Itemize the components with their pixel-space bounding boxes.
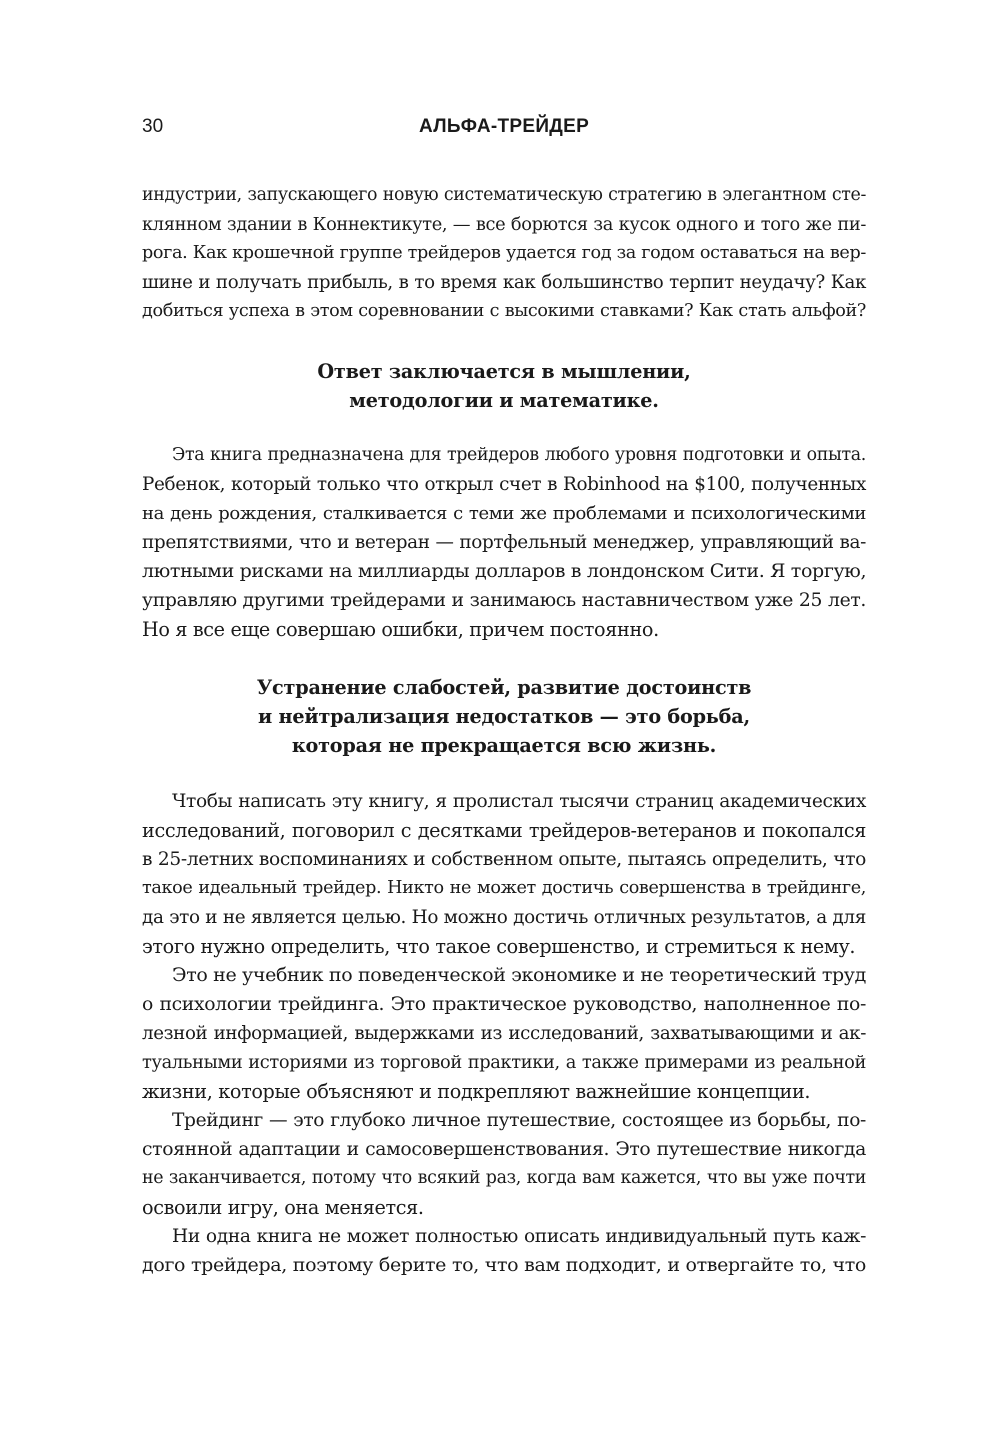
callout-heading [142, 673, 866, 760]
text-line: стоянной адаптации и самосовершенствования. Это путешествие никогда [142, 1139, 866, 1160]
callout-line: которая не прекращается всю жизнь. [291, 734, 717, 757]
text-line: шине и получать прибыль, в то время как большинство терпит неудачу? Как [142, 272, 866, 293]
text-line: Эта книга предназначена для трейдеров любого уровня подготовки и опыта. [172, 445, 866, 465]
text-line: этого нужно определить, что такое совершенство, и стремиться к нему. [142, 935, 856, 958]
text-line: Чтобы написать эту книгу, я пролистал тысячи страниц академических [172, 791, 866, 812]
text-line: Но я все еще совершаю ошибки, причем постоянно. [142, 618, 659, 641]
callout-line: и нейтрализация недостатков — это борьба, [258, 705, 750, 728]
text-line: управляю другими трейдерами и занимаюсь наставничеством уже 25 лет. [142, 590, 866, 611]
callout-line: Ответ заключается в мышлении, [317, 360, 691, 383]
text-line: Ребенок, который только что открыл счет в Robinhood на $100, полученных [142, 474, 866, 495]
text-line: препятствиями, что и ветеран — портфельный менеджер, управляющий ва- [142, 532, 866, 553]
paragraph [142, 441, 866, 644]
text-line: на день рождения, сталкивается с теми же проблемами и психологическими [142, 503, 866, 524]
text-line: туальными историями из торговой практики, а также примерами из реальной [142, 1052, 866, 1073]
text-line: Ни одна книга не может полностью описать индивидуальный путь каж- [172, 1226, 866, 1247]
text-line: добиться успеха в этом соревновании с высокими ставками? Как стать альфой? [142, 301, 866, 321]
paragraph [142, 1106, 866, 1222]
page-header [142, 113, 866, 143]
text-line: в 25-летних воспоминаниях и собственном опыте, пытаясь определить, что [142, 849, 866, 870]
text-line: Трейдинг — это глубоко личное путешествие, состоящее из борьбы, по- [172, 1110, 866, 1131]
text-line: о психологии трейдинга. Это практическое руководство, наполненное по- [142, 994, 866, 1015]
text-line: не заканчивается, потому что всякий раз, когда вам кажется, что вы уже почти [142, 1168, 866, 1188]
callout-line: Устранение слабостей, развитие достоинств [256, 676, 752, 699]
text-line: лезной информацией, выдержками из исследований, захватывающими и ак- [142, 1023, 866, 1044]
running-title: АЛЬФА-ТРЕЙДЕР [418, 116, 590, 137]
text-line: жизни, которые объясняют и подкрепляют важнейшие концепции. [142, 1080, 811, 1103]
paragraph [142, 787, 866, 961]
text-line: да это и не является целью. Но можно достичь отличных результатов, а для [142, 907, 866, 928]
text-line: клянном здании в Коннектикуте, — все борются за кусок одного и того же пи- [142, 214, 866, 235]
text-line: исследований, поговорил с десятками трейдеров-ветеранов и покопался [142, 819, 866, 842]
page-number: 30 [142, 116, 164, 137]
paragraph-continuation [142, 181, 866, 326]
paragraph [142, 1222, 866, 1280]
text-line: лютными рисками на миллиарды долларов в лондонском Сити. Я торгую, [142, 560, 867, 582]
paragraph [142, 961, 866, 1106]
text-line: индустрии, запускающего новую систематическую стратегию в элегантном сте- [142, 185, 866, 205]
text-line: Это не учебник по поведенческой экономике и не теоретический труд [172, 964, 866, 986]
callout-heading [142, 357, 866, 415]
callout-line: методологии и математике. [349, 389, 659, 412]
text-line: рога. Как крошечной группе трейдеров удается год за годом оставаться на вер- [142, 243, 866, 263]
text-line: дого трейдера, поэтому берите то, что вам подходит, и отвергайте то, что [142, 1254, 866, 1276]
text-line: освоили игру, она меняется. [142, 1196, 424, 1219]
text-line: такое идеальный трейдер. Никто не может достичь совершенства в трейдинге, [142, 878, 866, 898]
